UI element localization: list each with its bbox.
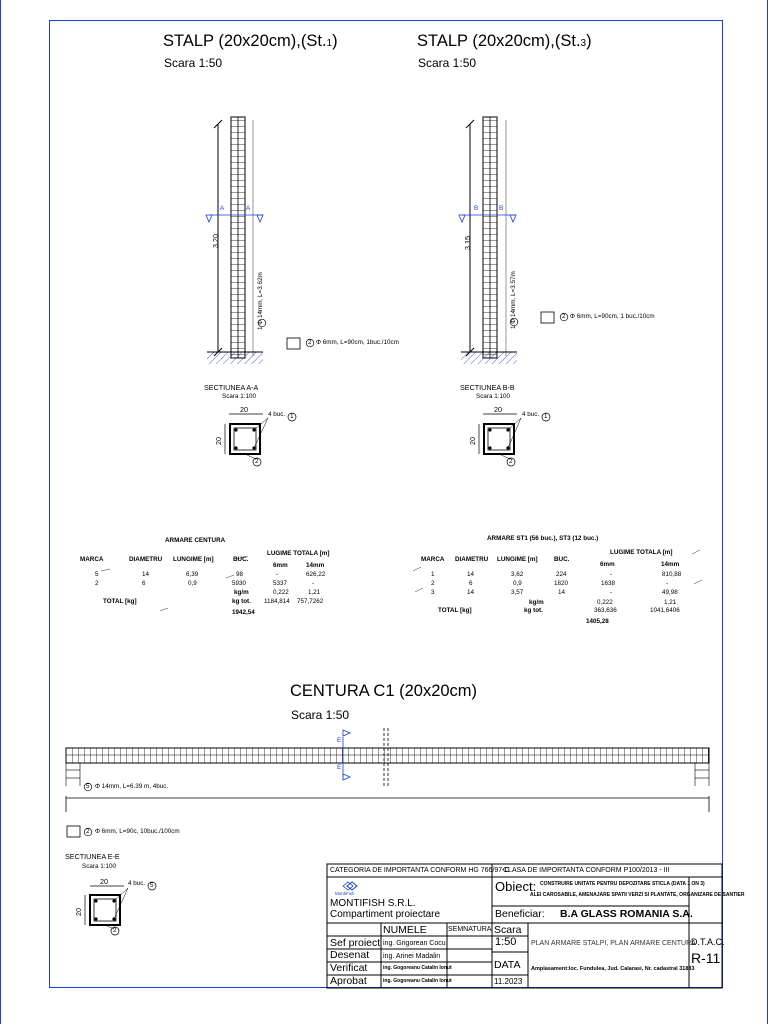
table-centura-header-total: LUGIME TOTALA [m] [267,550,330,557]
stalp1-scale: Scara 1:50 [164,56,223,70]
section-bb-height-dim: 20 [468,437,477,445]
table-st-cell: 1820 [554,580,569,587]
tb-col-nume: NUMELE [383,924,427,936]
section-aa-stirrup-mark: 2 [255,458,259,465]
table-centura-header-marca: MARCA [80,556,104,563]
stalp3-height-dimension: 3.15 [463,236,472,250]
section-bb-width-dim: 20 [494,405,502,414]
tb-role-verificat: Verificat [330,962,368,974]
section-ee-drawing [85,882,156,935]
section-ee-bar-mark: 5 [150,882,154,889]
table-st-cell: 3,57 [511,589,524,596]
tb-sheet-number: R-11 [691,950,721,966]
table-st-kgm-14: 1,21 [664,599,677,606]
section-bb-stirrup-mark: 2 [509,458,513,465]
tb-col-semnatura: SEMNATURA [448,926,492,933]
table-centura-header-lungime: LUNGIME [m] [173,556,214,563]
tb-name-verificat: ing. Gogoreanu Catalin Ionut [383,965,452,971]
table-st-header-lungime: LUNGIME [m] [497,556,538,563]
centura-bar-label: Φ 14mm, L=6.39 m, 4buc. [95,783,169,790]
table-st-header-diametru: DIAMETRU [455,556,489,563]
tb-dtac: D.T.A.C. [691,937,725,947]
table-st-cell: 14 [467,589,475,596]
tb-company: MONTIFISH S.R.L. [330,898,416,909]
stalp1-stirrup-label: Φ 6mm, L=90cm, 1buc./10cm [316,339,399,346]
table-st-cell: 810,88 [662,571,682,578]
tb-obiect-text-2: ALEI CAROSABILE, AMENAJARE SPATII VERZI SI PLANTATE, ORGANIZARE DE SANTIER [530,892,745,898]
section-bb-drawing [479,413,550,466]
table-st-kgm-label: kg/m [529,599,544,606]
tb-data-label: DATA [494,959,521,971]
table-st-kgm-6: 0,222 [597,599,613,606]
table-centura-kgm-6: 0,222 [273,589,289,596]
section-aa-width-dim: 20 [240,405,248,414]
table-st-cell: 14 [467,571,475,578]
table-centura-kgm-14: 1,21 [308,589,321,596]
section-bb-scale: Scara 1:100 [476,393,510,400]
stalp1-section-mark-left: A [220,205,225,212]
tb-plan-title: PLAN ARMARE STALPI, PLAN ARMARE CENTURA [531,940,696,947]
table-centura-cell: 6,39 [186,571,199,578]
table-centura-cell: - [276,571,279,578]
table-st-cell: 3 [431,589,435,596]
section-aa-bar-mark: 1 [290,413,294,420]
section-aa-bars: 4 buc. [268,411,286,418]
centura-section-mark-bottom: E [337,764,342,771]
tb-department: Compartiment proiectare [330,909,441,920]
stalp1-bar-label: 1 Φ 14mm, L=3.62m [257,272,264,330]
table-centura-cell: - [312,580,315,587]
table-st-cell: - [610,589,613,596]
table-st-cell: 0,9 [513,580,522,587]
table-st-title: ARMARE ST1 (56 buc.), ST3 (12 buc.) [487,535,599,542]
tb-name-aprobat: ing. Gogoreanu Catalin Ionut [383,978,452,984]
section-ee-scale: Scara 1:100 [82,863,116,870]
table-st-total-value: 1405,28 [586,618,609,625]
tb-obiect-label: Obiect: [495,879,537,894]
table-st-header-6mm: 6mm [600,561,615,568]
table-st-cell: 2 [431,580,435,587]
centura-stirrup-label: Φ 6mm, L=90c, 10buc./100cm [95,828,180,835]
section-bb-bar-mark: 1 [544,413,548,420]
table-st-total-label: TOTAL [kg] [438,607,472,614]
table-centura-kgtot-6: 1184,814 [264,598,290,605]
table-st-header-marca: MARCA [421,556,445,563]
section-aa-height-dim: 20 [214,437,223,445]
section-ee-title: SECTIUNEA E-E [65,852,120,861]
tb-role-desenat: Desenat [330,949,370,961]
table-centura-header-6mm: 6mm [273,562,288,569]
table-centura-kgtot-14: 757,7262 [297,598,324,605]
table-centura-cell: 5930 [232,580,247,587]
company-logo [343,882,357,890]
table-centura-title: ARMARE CENTURA [165,537,226,544]
table-centura-header-buc: BUC. [233,556,249,563]
tb-col-scara: Scara [494,924,522,936]
section-ee-bars: 4 buc. [128,880,146,887]
section-aa-scale: Scara 1:100 [222,393,256,400]
table-st-header-14mm: 14mm [661,561,680,568]
tb-scale-value: 1:50 [495,936,517,948]
stalp1-height-dimension: 3.20 [211,234,220,248]
table-centura-kgtot-label: kg tot. [232,598,251,605]
tb-amplasament: Amplasament:loc. Fundulea, Jud. Calarasi, Nr. cadastral 31883 [531,966,695,972]
table-st-header-total: LUGIME TOTALA [m] [610,549,673,556]
table-centura-cell: 5337 [273,580,288,587]
table-centura-cell: 5 [95,571,99,578]
table-st-cell: 224 [556,571,567,578]
table-centura-total-value: 1942,54 [232,609,255,616]
table-centura-header-diametru: DIAMETRU [129,556,163,563]
tb-beneficiar-label: Beneficiar: [495,908,545,920]
table-st-kgtot-label: kg tot. [524,607,543,614]
tb-data-value: 11.2023 [494,977,523,986]
table-st-cell: 14 [558,589,566,596]
tb-category: CATEGORIA DE IMPORTANTA CONFORM HG 766/97-C [330,867,510,874]
table-centura-cell: 2 [95,580,99,587]
section-ee-width-dim: 20 [100,877,108,886]
table-centura-cell: 0,9 [188,580,197,587]
table-st-cell: - [666,580,669,587]
table-st-kgtot-14: 1041,6406 [650,607,680,614]
table-st-header-buc: BUC. [554,556,570,563]
table-centura-total-label: TOTAL [kg] [103,598,137,605]
table-st-cell: 3,62 [511,571,524,578]
stalp3-section-mark-right: B [499,205,504,212]
tb-name-sef: ing. Grigorean Cocu [383,940,446,947]
tb-class: CLASA DE IMPORTANTA CONFORM P100/2013 - III [503,867,670,874]
tb-logo-text: MontiFish [335,891,355,896]
centura-section-mark-top: E [337,737,342,744]
table-st-cell: 1638 [601,580,616,587]
centura-scale: Scara 1:50 [291,708,350,722]
table-centura-cell: 6 [142,580,146,587]
tb-name-desenat: ing. Arinei Madalin [383,953,441,960]
section-bb-bars: 4 buc. [522,411,540,418]
stalp3-stirrup-label: Φ 6mm, L=90cm, 1 buc./10cm [570,313,655,320]
section-ee-height-dim: 20 [74,908,83,916]
stalp1-title: STALP (20x20cm),(St.1) [163,32,338,50]
table-centura-kgm-label: kg/m [234,589,249,596]
table-centura-cell: 14 [142,571,150,578]
section-aa-title: SECTIUNEA A-A [204,383,259,392]
table-st-cell: 1 [431,571,435,578]
section-ee-stirrup-mark: 2 [113,927,117,934]
table-centura-cell: 98 [236,571,244,578]
stalp1-section-mark-right: A [246,205,251,212]
tb-role-aprobat: Aprobat [330,975,367,987]
section-bb-title: SECTIUNEA B-B [460,383,515,392]
stalp3-stirrup-mark: 2 [562,313,566,320]
stalp1-stirrup-mark: 2 [308,339,312,346]
table-centura-header-14mm: 14mm [306,562,325,569]
centura-title: CENTURA C1 (20x20cm) [290,682,478,700]
table-st-cell: - [610,571,613,578]
section-aa-drawing [225,413,296,466]
tb-obiect-text-1: CONSTRUIRE UNITATE PENTRU DEPOZITARE STICLA (DATA 1 ON 3) [540,881,705,887]
table-st-cell: 6 [469,580,473,587]
tb-beneficiar-value: B.A GLASS ROMANIA S.A. [560,908,693,920]
table-centura-cell: 626,22 [306,571,326,578]
stalp3-section-mark-left: B [474,205,479,212]
stalp3-bar-label: 1 Φ 14mm, L=3.57m [510,271,517,329]
table-st-kgtot-6: 363,636 [594,607,617,614]
stalp3-scale: Scara 1:50 [418,56,477,70]
stalp3-title: STALP (20x20cm),(St.3) [417,32,592,50]
tb-role-sef: Sef proiect [330,937,381,949]
centura-stirrup-mark: 2 [86,828,90,835]
table-st-cell: 49,98 [662,589,678,596]
centura-bar-mark: 5 [86,783,90,790]
